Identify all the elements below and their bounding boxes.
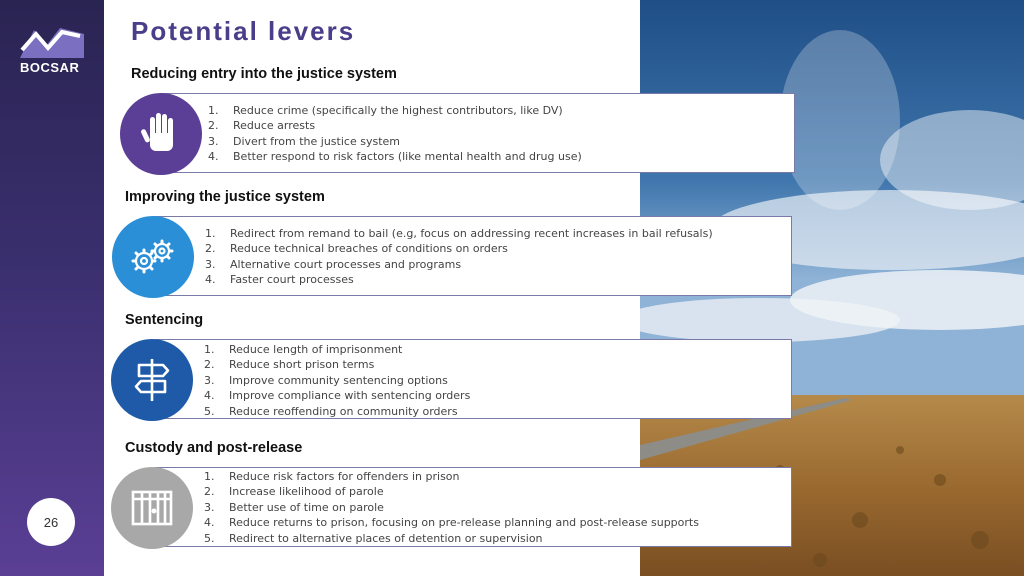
section-heading-reducing-entry: Reducing entry into the justice system	[131, 66, 397, 82]
levers-box-reducing-entry	[160, 93, 795, 173]
section-heading-custody: Custody and post-release	[125, 440, 303, 456]
list-item: 4. Improve compliance with sentencing orders	[204, 389, 471, 403]
levers-box-sentencing	[155, 339, 792, 419]
list-item: 5. Reduce reoffending on community orders	[204, 404, 458, 418]
list-item: 2. Reduce arrests	[208, 119, 316, 133]
list-item: 1. Reduce length of imprisonment	[204, 343, 403, 356]
list-item: 2. Increase likelihood of parole	[204, 485, 384, 499]
page-number: 26	[27, 498, 75, 546]
gears-icon	[112, 216, 194, 298]
list-item: 3. Alternative court processes and programs	[205, 257, 462, 271]
list-item: 2. Reduce short prison terms	[204, 358, 375, 372]
list-item: 4. Faster court processes	[205, 273, 354, 287]
sidebar	[0, 0, 104, 576]
list-item: 4. Better respond to risk factors (like mental health and drug use)	[208, 150, 582, 164]
levers-box-improving-justice	[155, 216, 792, 296]
list-item: 1. Redirect from remand to bail (e.g, focus on addressing recent increases in bail refusals)	[205, 227, 713, 240]
section-heading-sentencing: Sentencing	[125, 312, 204, 328]
list-item: 3. Improve community sentencing options	[204, 373, 448, 387]
list-item: 2. Reduce technical breaches of conditions on orders	[205, 242, 508, 256]
list-item: 1. Reduce risk factors for offenders in prison	[204, 470, 460, 483]
list-item: 3. Better use of time on parole	[204, 500, 384, 514]
page-title: Potential levers	[131, 16, 356, 46]
hand-stop-icon	[120, 93, 202, 175]
list-item: 4. Reduce returns to prison, focusing on pre-release planning and post-release supports	[204, 516, 699, 530]
list-item: 5. Redirect to alternative places of detention or supervision	[204, 531, 543, 545]
prison-bars-icon	[111, 467, 193, 549]
bocsar-logo-icon	[20, 24, 84, 58]
levers-box-custody	[155, 467, 792, 547]
signpost-icon	[111, 339, 193, 421]
brand-name: BOCSAR	[20, 60, 80, 75]
section-heading-improving-justice: Improving the justice system	[125, 189, 325, 205]
list-item: 1. Reduce crime (specifically the highest contributors, like DV)	[208, 104, 563, 117]
list-item: 3. Divert from the justice system	[208, 134, 400, 148]
